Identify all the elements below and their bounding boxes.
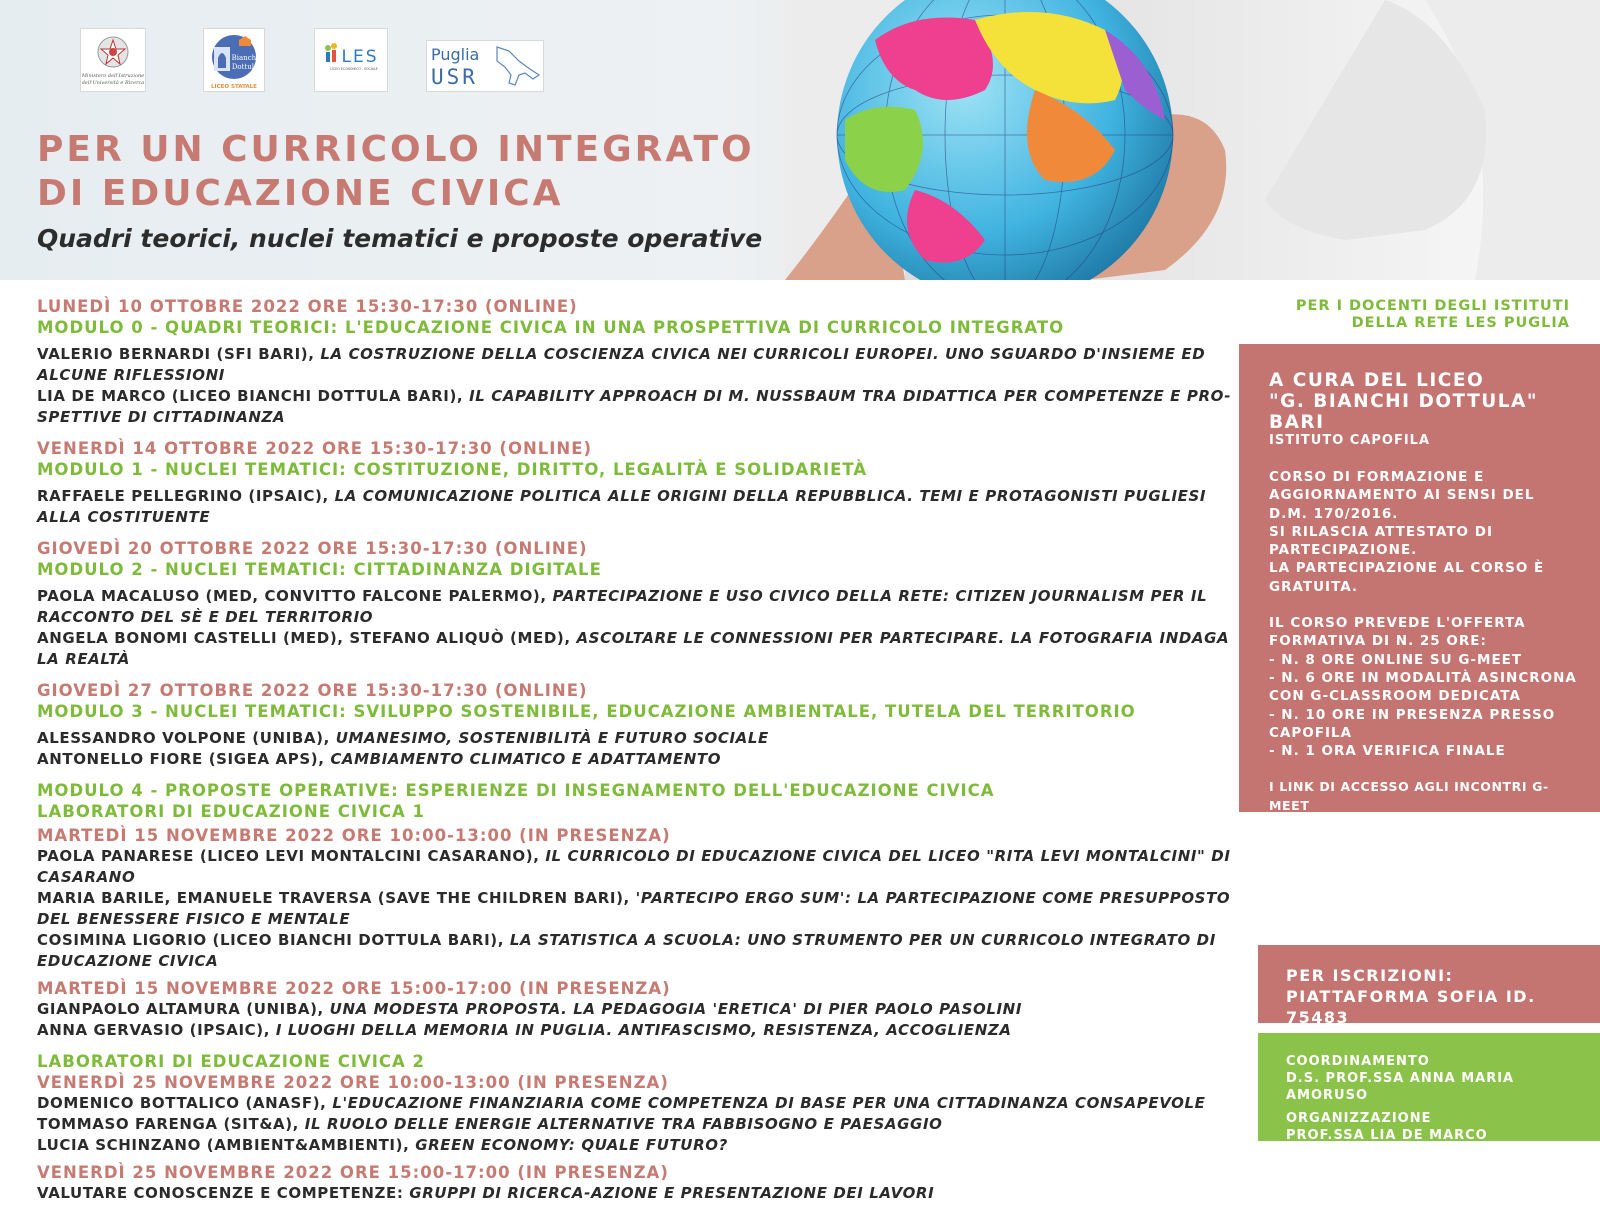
session-3: [37, 680, 1237, 770]
iscrizioni-box: [1258, 945, 1600, 1027]
talk-speaker: TOMMASO FARENGA (SIT&A),: [37, 1115, 305, 1133]
curato-paragraph: [1269, 614, 1580, 760]
talk-speaker: RAFFAELE PELLEGRINO (IPSAIC),: [37, 487, 335, 505]
talk-speaker: PAOLA PANARESE (LICEO LEVI MONTALCINI CASARANO),: [37, 847, 546, 865]
curato-line: SARANNO COMUNICATI AGLI ISCRITTI.: [1269, 816, 1557, 832]
coordinamento-label: COORDINAMENTO: [1286, 1054, 1430, 1069]
curato-line: - N. 8 ORE ONLINE SU G-MEET: [1269, 651, 1523, 668]
session-module: MODULO 1 - NUCLEI TEMATICI: COSTITUZIONE, DIRITTO, LEGALITÀ E SOLIDARIETÀ: [37, 460, 868, 479]
les-small-text: LICEO ECONOMICO - SOCIALE: [330, 67, 378, 71]
ministero-line-1: Ministero dell'Istruzione: [82, 73, 144, 79]
curato-line: - N. 10 ORE IN PRESENZA PRESSO: [1269, 706, 1556, 723]
talk-title: UNA MODESTA PROPOSTA. LA PEDAGOGIA 'ERETICA' DI PIER PAOLO PASOLINI: [329, 1000, 1023, 1018]
talk: [37, 1135, 1237, 1156]
curato-line: - N. 1 ORA VERIFICA FINALE: [1269, 743, 1506, 760]
italy-map-icon: [497, 47, 539, 85]
talk: [37, 1114, 1237, 1135]
talk-speaker: LIA DE MARCO (LICEO BIANCHI DOTTULA BARI),: [37, 387, 470, 405]
curato-line: AGGIORNAMENTO AI SENSI DEL: [1269, 487, 1535, 504]
session-module: MODULO 2 - NUCLEI TEMATICI: CITTADINANZA DIGITALE: [37, 560, 602, 579]
curato-line: FORMATIVA DI N. 25 ORE:: [1269, 633, 1487, 650]
talk-speaker: ANNA GERVASIO (IPSAIC),: [37, 1021, 276, 1039]
ministero-line-2: dell'Università e Ricerca: [82, 80, 144, 86]
session-7: [37, 1162, 1237, 1204]
curato-line: IL CORSO PREVEDE L'OFFERTA: [1269, 615, 1526, 632]
talk-speaker: ANTONELLO FIORE (SIGEA APS),: [37, 750, 331, 768]
talk-title: IL RUOLO DELLE ENERGIE ALTERNATIVE TRA FABBISOGNO E PAESAGGIO: [304, 1115, 943, 1133]
talk: [37, 728, 1237, 749]
bianchi-line-2: Dottula: [231, 63, 259, 71]
curato-sub: ISTITUTO CAPOFILA: [1269, 433, 1431, 448]
bianchi-line-3: LICEO STATALE: [211, 84, 257, 90]
curato-line: LA PARTECIPAZIONE AL CORSO È: [1269, 560, 1545, 577]
page-title: PER UN CURRICOLO INTEGRATO DI EDUCAZIONE CIVICA: [37, 129, 755, 214]
curato-paragraph: [1269, 468, 1580, 596]
talk-speaker: VALERIO BERNARDI (SFI BARI),: [37, 345, 321, 363]
talk: [37, 1183, 1237, 1204]
talk-speaker: ANGELA BONOMI CASTELLI (MED), STEFANO ALIQUÒ (MED),: [37, 629, 577, 647]
session-date: LUNEDÌ 10 OTTOBRE 2022 ORE 15:30-17:30 (ONLINE): [37, 297, 578, 316]
ministero-logo: [80, 28, 146, 92]
les-logo: [314, 28, 388, 92]
curato-line: I LINK DI ACCESSO AGLI INCONTRI G-MEET: [1269, 779, 1549, 813]
organizzazione-label: ORGANIZZAZIONE: [1286, 1111, 1432, 1126]
talk-speaker: COSIMINA LIGORIO (LICEO BIANCHI DOTTULA BARI),: [37, 931, 510, 949]
curato-line: CORSO DI FORMAZIONE E: [1269, 469, 1485, 485]
talk: [37, 888, 1237, 930]
talk-title: IL CURRICOLO DI EDUCAZIONE CIVICA DEL LICEO "RITA LEVI MONTALCINI" DI CASARANO: [37, 847, 1231, 886]
session-date: VENERDÌ 14 OTTOBRE 2022 ORE 15:30-17:30 (ONLINE): [37, 439, 593, 458]
talk-speaker: VALUTARE CONOSCENZE E COMPETENZE:: [37, 1184, 410, 1202]
curato-heading: "G. BIANCHI DOTTULA" BARI: [1269, 391, 1538, 433]
session-date: MARTEDÌ 15 NOVEMBRE 2022 ORE 15:00-17:00 (IN PRESENZA): [37, 979, 671, 998]
audience-note: [1270, 298, 1570, 332]
page-subtitle: Quadri teorici, nuclei tematici e proposte operative: [37, 224, 763, 253]
talk-title: GRUPPI DI RICERCA-AZIONE E PRESENTAZIONE DEI LAVORI: [409, 1184, 935, 1202]
audience-line: PER I DOCENTI DEGLI ISTITUTI: [1295, 298, 1570, 314]
talk-title: GREEN ECONOMY: QUALE FUTURO?: [415, 1136, 728, 1154]
talk-title: UMANESIMO, SOSTENIBILITÀ E FUTURO SOCIALE: [335, 729, 769, 747]
curato-line: GRATUITA.: [1269, 578, 1359, 595]
talk-speaker: ALESSANDRO VOLPONE (UNIBA),: [37, 729, 336, 747]
talk: [37, 846, 1237, 888]
talk-title: LA COMUNICAZIONE POLITICA ALLE ORIGINI DELLA REPUBBLICA. TEMI E PROTAGONISTI PUGLIESI ALLA COSTITUENTE: [37, 487, 1207, 526]
curato-line: CAPOFILA: [1269, 724, 1353, 741]
talk: [37, 749, 1237, 770]
session-0: [37, 296, 1237, 428]
talk-speaker: LUCIA SCHINZANO (AMBIENT&AMBIENTI),: [37, 1136, 416, 1154]
session-date: GIOVEDÌ 20 OTTOBRE 2022 ORE 15:30-17:30 (ONLINE): [37, 539, 588, 558]
session-5: [37, 978, 1237, 1041]
curato-paragraph: [1269, 778, 1580, 833]
curato-line: D.M. 170/2016.: [1269, 505, 1399, 522]
session-module: MODULO 4 - PROPOSTE OPERATIVE: ESPERIENZE DI INSEGNAMENTO DELL'EDUCAZIONE CIVICA: [37, 781, 995, 800]
talk-title: PARTECIPAZIONE E USO CIVICO DELLA RETE: CITIZEN JOURNALISM PER IL RACCONTO DEL SÈ E DEL TERRITORIO: [37, 587, 1208, 626]
talk: [37, 1093, 1237, 1114]
talk: [37, 999, 1237, 1020]
curato-heading: A CURA DEL LICEO: [1269, 370, 1485, 391]
session-module: MODULO 0 - QUADRI TEORICI: L'EDUCAZIONE CIVICA IN UNA PROSPETTIVA DI CURRICOLO INTEGRATO: [37, 318, 1065, 337]
talk: [37, 586, 1237, 628]
session-module: MODULO 3 - NUCLEI TEMATICI: SVILUPPO SOSTENIBILE, EDUCAZIONE AMBIENTALE, TUTELA DEL TERRITORIO: [37, 702, 1136, 721]
session-date: VENERDÌ 25 NOVEMBRE 2022 ORE 10:00-13:00 (IN PRESENZA): [37, 1073, 669, 1092]
curato-line: SI RILASCIA ATTESTATO DI: [1269, 523, 1493, 540]
organizzazione-name: PROF.SSA LIA DE MARCO: [1286, 1128, 1488, 1143]
bianchi-dottula-logo: [203, 28, 265, 92]
audience-line: DELLA RETE LES PUGLIA: [1351, 315, 1570, 331]
talk-title: I LUOGHI DELLA MEMORIA IN PUGLIA. ANTIFASCISMO, RESISTENZA, ACCOGLIENZA: [275, 1021, 1012, 1039]
session-6: [37, 1051, 1237, 1156]
talk: [37, 486, 1237, 528]
talk-speaker: DOMENICO BOTTALICO (ANASF),: [37, 1094, 333, 1112]
globe-photo: [785, 0, 1600, 280]
session-module: LABORATORI DI EDUCAZIONE CIVICA 2: [37, 1052, 425, 1071]
curato-line: - N. 6 ORE IN MODALITÀ ASINCRONA: [1269, 669, 1577, 686]
usr-top-text: Puglia: [431, 45, 480, 64]
talk: [37, 1020, 1237, 1041]
talk-title: LA COSTRUZIONE DELLA COSCIENZA CIVICA NEI CURRICOLI EUROPEI. UNO SGUARDO D'INSIEME ED ALCUNE RIFLESSIONI: [37, 345, 1206, 384]
talk-title: 'PARTECIPO ERGO SUM': LA PARTECIPAZIONE COME PRESUPPOSTO DEL BENESSERE FISICO E MENTALE: [37, 889, 1231, 928]
iscrizioni-line: PER ISCRIZIONI:: [1286, 966, 1454, 985]
talk: [37, 930, 1237, 972]
coordinamento-box: [1258, 1033, 1600, 1141]
talk-title: IL CAPABILITY APPROACH DI M. NUSSBAUM TRA DIDATTICA PER COMPETENZE E PRO-SPETTIVE DI CITTADINANZA: [37, 387, 1232, 426]
italian-emblem-icon: [82, 30, 144, 90]
session-date: VENERDÌ 25 NOVEMBRE 2022 ORE 15:00-17:00 (IN PRESENZA): [37, 1163, 669, 1182]
iscrizioni-line: PIATTAFORMA SOFIA ID. 75483: [1286, 987, 1536, 1027]
coordinamento-name: D.S. PROF.SSA ANNA MARIA AMORUSO: [1286, 1071, 1515, 1103]
talk: [37, 386, 1237, 428]
talk: [37, 628, 1237, 670]
curato-line: PARTECIPAZIONE.: [1269, 542, 1418, 559]
curato-line: CON G-CLASSROOM DEDICATA: [1269, 688, 1521, 705]
les-wordmark: LES: [341, 47, 379, 67]
talk-title: ASCOLTARE LE CONNESSIONI PER PARTECIPARE. LA FOTOGRAFIA INDAGA LA REALTÀ: [37, 629, 1230, 668]
puglia-usr-logo: [426, 40, 544, 92]
session-date: GIOVEDÌ 27 OTTOBRE 2022 ORE 15:30-17:30 (ONLINE): [37, 681, 588, 700]
usr-bottom-text: USR: [431, 65, 478, 89]
session-1: [37, 438, 1237, 528]
bianchi-line-1: Bianchi: [231, 54, 259, 62]
talk-title: LA STATISTICA A SCUOLA: UNO STRUMENTO PER UN CURRICOLO INTEGRATO DI EDUCAZIONE CIVICA: [37, 931, 1216, 970]
session-2: [37, 538, 1237, 670]
people-icon: [325, 43, 337, 62]
program-list: [37, 296, 1237, 1214]
talk-speaker: MARIA BARILE, EMANUELE TRAVERSA (SAVE THE CHILDREN BARI),: [37, 889, 636, 907]
curato-box: [1239, 344, 1600, 832]
session-module: LABORATORI DI EDUCAZIONE CIVICA 1: [37, 802, 425, 821]
talk: [37, 344, 1237, 386]
talk-title: CAMBIAMENTO CLIMATICO E ADATTAMENTO: [330, 750, 722, 768]
talk-title: L'EDUCAZIONE FINANZIARIA COME COMPETENZA DI BASE PER UNA CITTADINANZA CONSAPEVOLE: [332, 1094, 1206, 1112]
talk-speaker: GIANPAOLO ALTAMURA (UNIBA),: [37, 1000, 330, 1018]
talk-speaker: PAOLA MACALUSO (MED, CONVITTO FALCONE PALERMO),: [37, 587, 553, 605]
session-date: MARTEDÌ 15 NOVEMBRE 2022 ORE 10:00-13:00 (IN PRESENZA): [37, 826, 671, 845]
session-4: [37, 780, 1237, 972]
header-banner: [0, 0, 1600, 280]
